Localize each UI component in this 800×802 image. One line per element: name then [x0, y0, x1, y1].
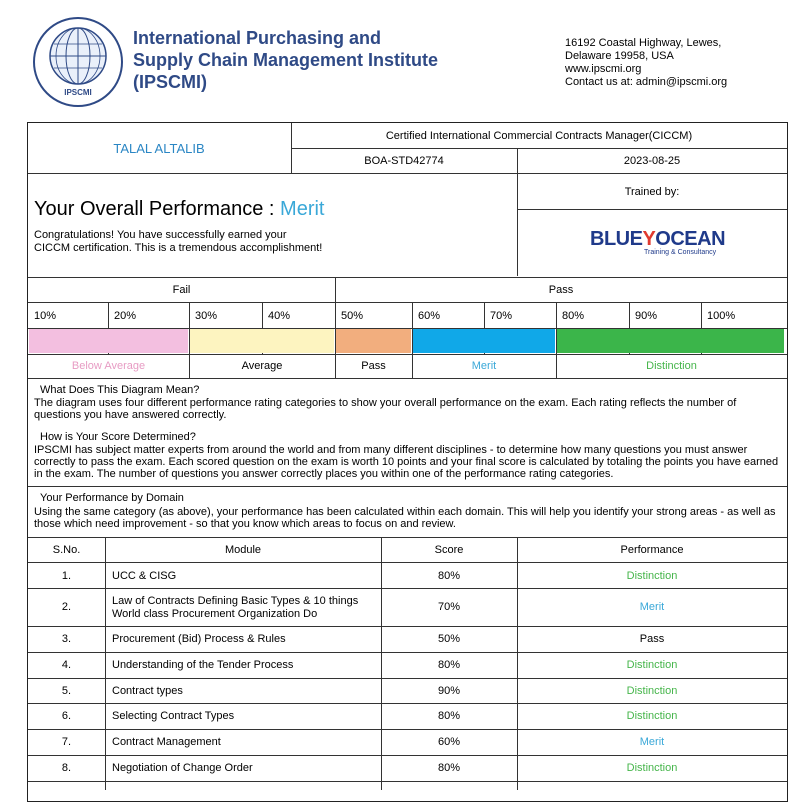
- performance-title-prefix: Your Overall Performance :: [34, 198, 275, 220]
- program-name: Certified International Commercial Contracts Manager(CICCM): [385, 130, 693, 142]
- row5-performance: Distinction: [626, 685, 678, 697]
- percent-90: 90%: [635, 310, 658, 322]
- color-band-average: [190, 329, 334, 353]
- document-header: [0, 0, 800, 120]
- institute-name-line1: International Purchasing and: [133, 28, 382, 48]
- address-line1: 16192 Coastal Highway, Lewes,: [565, 37, 722, 49]
- percent-50: 50%: [341, 310, 364, 322]
- institute-name: [133, 27, 438, 93]
- row6-module: Selecting Contract Types: [112, 710, 235, 722]
- header-sno: S.No.: [52, 544, 81, 556]
- row3-sno: 3.: [61, 633, 72, 645]
- row3-module: Procurement (Bid) Process & Rules: [112, 633, 286, 645]
- header-score: Score: [434, 544, 464, 556]
- percent-60: 60%: [418, 310, 441, 322]
- row6-sno: 6.: [61, 710, 72, 722]
- address-line2: Delaware 19958, USA: [565, 50, 674, 62]
- row1-performance: Distinction: [626, 570, 678, 582]
- color-band-merit: [413, 329, 555, 353]
- fail-label: Fail: [172, 284, 191, 296]
- logo-text: IPSCMI: [64, 88, 92, 97]
- overall-performance-title: [34, 198, 325, 221]
- diagram-text: The diagram uses four different performance rating categories to show your overall performance on the exam. Each rating reflects the number of questions you have answered correctly.: [34, 397, 737, 421]
- color-band-distinction: [557, 329, 784, 353]
- diagram-heading: What Does This Diagram Mean?: [40, 384, 200, 396]
- contact-email[interactable]: Contact us at: admin@ipscmi.org: [565, 76, 728, 88]
- row5-score: 90%: [437, 685, 461, 697]
- row7-sno: 7.: [61, 736, 72, 748]
- category-distinction: Distinction: [646, 360, 697, 372]
- category-average: Average: [241, 360, 283, 372]
- row4-module: Understanding of the Tender Process: [112, 659, 294, 671]
- logo-ocean: OCEAN: [655, 228, 726, 250]
- performance-rating: Merit: [280, 198, 325, 220]
- percent-70: 70%: [490, 310, 513, 322]
- certificate-date: 2023-08-25: [623, 155, 681, 167]
- logo-blue: BLUE: [590, 228, 643, 250]
- row5-module: Contract types: [112, 685, 183, 697]
- domain-heading: Your Performance by Domain: [40, 492, 184, 504]
- row4-score: 80%: [437, 659, 461, 671]
- row8-performance: Distinction: [626, 762, 678, 774]
- institute-name-line3: (IPSCMI): [133, 72, 207, 92]
- institute-name-line2: Supply Chain Management Institute: [133, 50, 439, 70]
- percent-40: 40%: [268, 310, 291, 322]
- certificate-id: BOA-STD42774: [364, 155, 444, 167]
- logo-y: Y: [642, 228, 656, 250]
- header-performance: Performance: [620, 544, 684, 556]
- blue-ocean-logo: [590, 228, 725, 256]
- color-band-pass: [336, 329, 411, 353]
- row2-module-line2: World class Procurement Organization Do: [112, 608, 318, 620]
- percent-80: 80%: [562, 310, 585, 322]
- domain-text: Using the same category (as above), your performance has been calculated within each domain. This will help you identify your strong areas - as well as those which need improvement - so that you know which areas to focus on and review.: [34, 506, 776, 530]
- congratulations-message: [34, 229, 322, 255]
- row8-module: Negotiation of Change Order: [112, 762, 253, 774]
- category-pass: Pass: [361, 360, 386, 372]
- row2-performance: Merit: [639, 601, 665, 613]
- score-heading: How is Your Score Determined?: [40, 431, 196, 443]
- row6-score: 80%: [437, 710, 461, 722]
- row3-performance: Pass: [639, 633, 665, 645]
- category-merit: Merit: [471, 360, 497, 372]
- row2-score: 70%: [437, 601, 461, 613]
- percent-100: 100%: [707, 310, 736, 322]
- pass-label: Pass: [548, 284, 574, 296]
- header-module: Module: [224, 544, 262, 556]
- row1-module: UCC & CISG: [112, 570, 177, 582]
- percent-30: 30%: [195, 310, 218, 322]
- institute-address: [565, 37, 727, 89]
- row1-sno: 1.: [61, 570, 72, 582]
- row2-sno: 2.: [61, 601, 72, 613]
- candidate-name: TALAL ALTALIB: [113, 141, 205, 156]
- category-below-average: Below Average: [71, 360, 146, 372]
- percent-20: 20%: [114, 310, 137, 322]
- row5-sno: 5.: [61, 685, 72, 697]
- logo-subtitle: Training & Consultancy: [644, 249, 717, 256]
- row3-score: 50%: [437, 633, 461, 645]
- congrats-line2: CICCM certification. This is a tremendous accomplishment!: [34, 242, 323, 254]
- row6-performance: Distinction: [626, 710, 678, 722]
- row7-performance: Merit: [639, 736, 665, 748]
- congrats-line1: Congratulations! You have successfully earned your: [34, 229, 287, 241]
- row8-sno: 8.: [61, 762, 72, 774]
- percent-10: 10%: [34, 310, 57, 322]
- trained-by-label: Trained by:: [624, 186, 680, 198]
- row4-sno: 4.: [61, 659, 72, 671]
- row7-score: 60%: [437, 736, 461, 748]
- row7-module: Contract Management: [112, 736, 221, 748]
- row1-score: 80%: [437, 570, 461, 582]
- score-text: IPSCMI has subject matter experts from around the world and from many different disciplines - to determine how many questions you must answer correctly to pass the exam. Each scored question on the exam is worth 10 points and your final score is calculated by totaling the points you have earned in the exam. The number of questions you answer correctly places you within one of the performance rating categories.: [34, 444, 779, 480]
- color-band-below-average: [29, 329, 188, 353]
- row8-score: 80%: [437, 762, 461, 774]
- row4-performance: Distinction: [626, 659, 678, 671]
- row2-module: Law of Contracts Defining Basic Types & 10 things: [112, 595, 359, 607]
- website-link[interactable]: www.ipscmi.org: [565, 63, 642, 75]
